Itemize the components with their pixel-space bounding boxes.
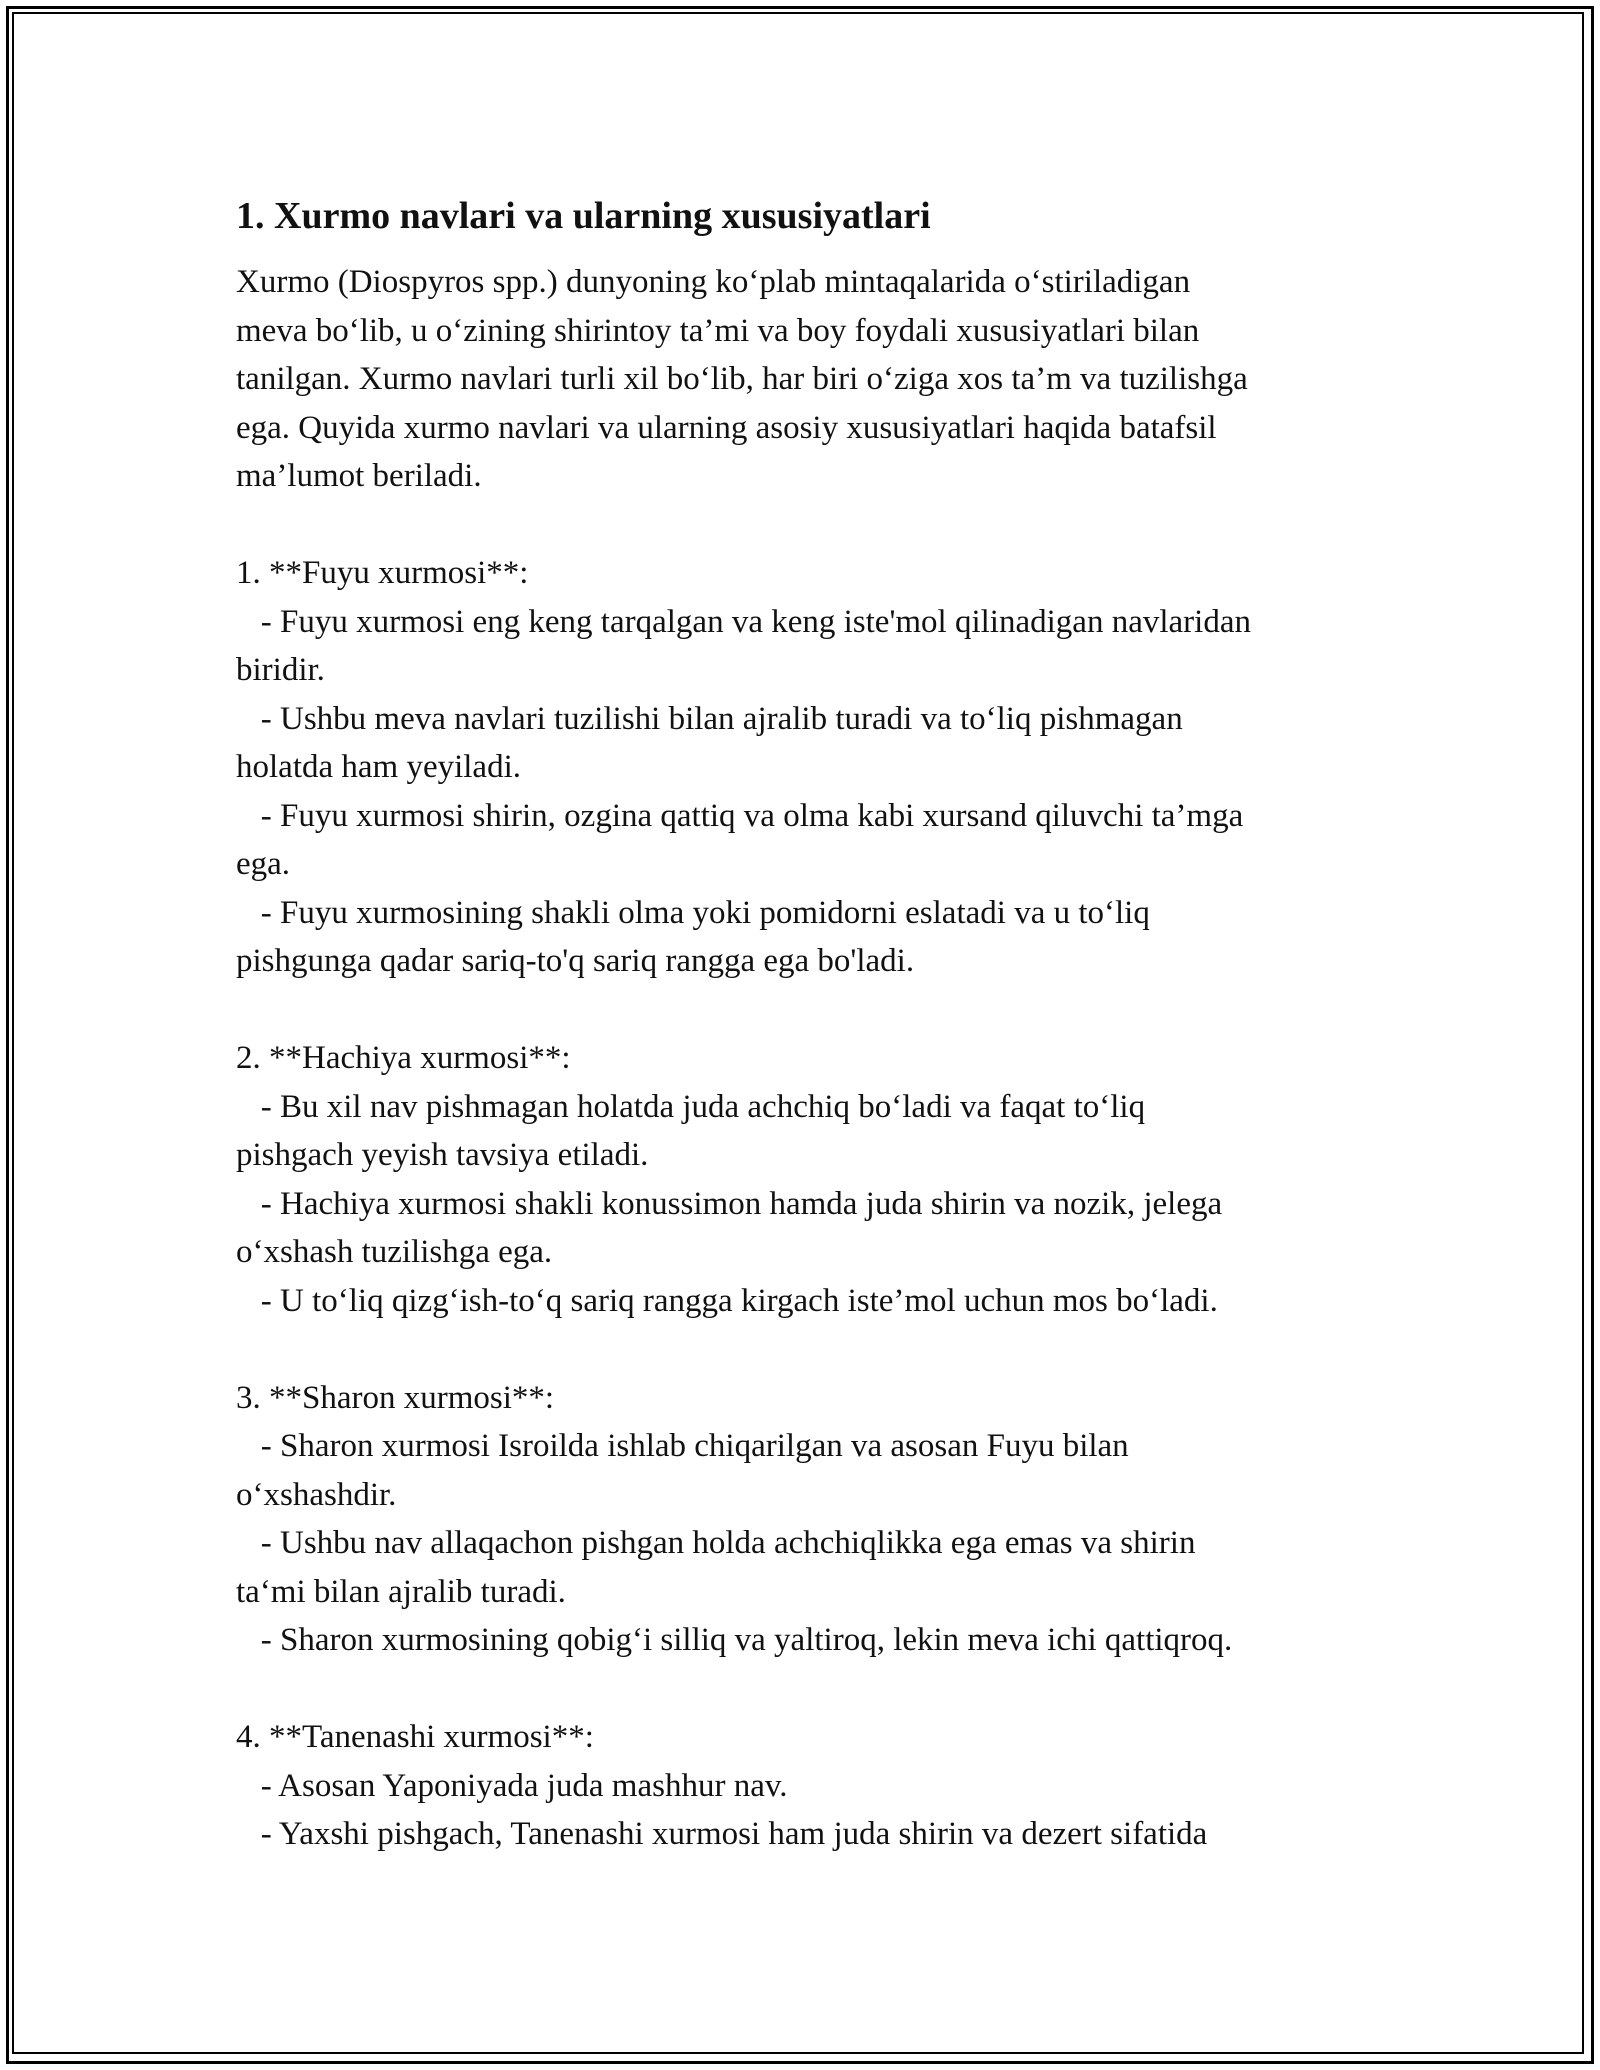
body-text: Xurmo (Diospyros spp.) dunyoning ko‘plab mintaqalarida o‘stiriladigan meva bo‘lib, u o‘zining shirintoy ta’mi va boy foydali xususiyatlari bilan tanilgan. Xurmo navlari turli xil bo‘lib, har biri o‘ziga xos ta’m va tuzilishga ega. Quyida xurmo navlari va ularning asosiy xususiyatlari haqida batafsil ma’lumot beriladi. 1. **Fuyu xurmosi**: - Fuyu xurmosi eng keng tarqalgan va keng iste'mol qilinadigan navlaridan biridir. - Ushbu meva navlari tuzilishi bilan ajralib turadi va to‘liq pishmagan holatda ham yeyiladi. - Fuyu xurmosi shirin, ozgina qattiq va olma kabi xursand qiluvchi ta’mga ega. - Fuyu xurmosining shakli olma yoki pomidorni eslatadi va u to‘liq pishgunga qadar sariq-to'q sariq rangga ega bo'ladi. 2. **Hachiya xurmosi**: - Bu xil nav pishmagan holatda juda achchiq bo‘ladi va faqat to‘liq pishgach yeyish tavsiya etiladi. - Hachiya xurmosi shakli konussimon hamda juda shirin va nozik, jelega o‘xshash tuzilishga ega. - U to‘liq qizg‘ish-to‘q sariq rangga kirgach iste’mol uchun mos bo‘ladi. 3. **Sharon xurmosi**: - Sharon xurmosi Isroilda ishlab chiqarilgan va asosan Fuyu bilan o‘xshashdir. - Ushbu nav allaqachon pishgan holda achchiqlikka ega emas va shirin ta‘mi bilan ajralib turadi. - Sharon xurmosining qobig‘i silliq va yaltiroq, lekin meva ichi qattiqroq. 4. **Tanenashi xurmosi**: - Asosan Yaponiyada juda mashhur nav. - Yaxshi pishgach, Tanenashi xurmosi ham juda shirin va dezert sifatida	[236, 264, 1251, 1852]
section-heading: 1. Xurmo navlari va ularning xususiyatlari	[236, 195, 931, 237]
document-content	[236, 186, 1372, 1859]
